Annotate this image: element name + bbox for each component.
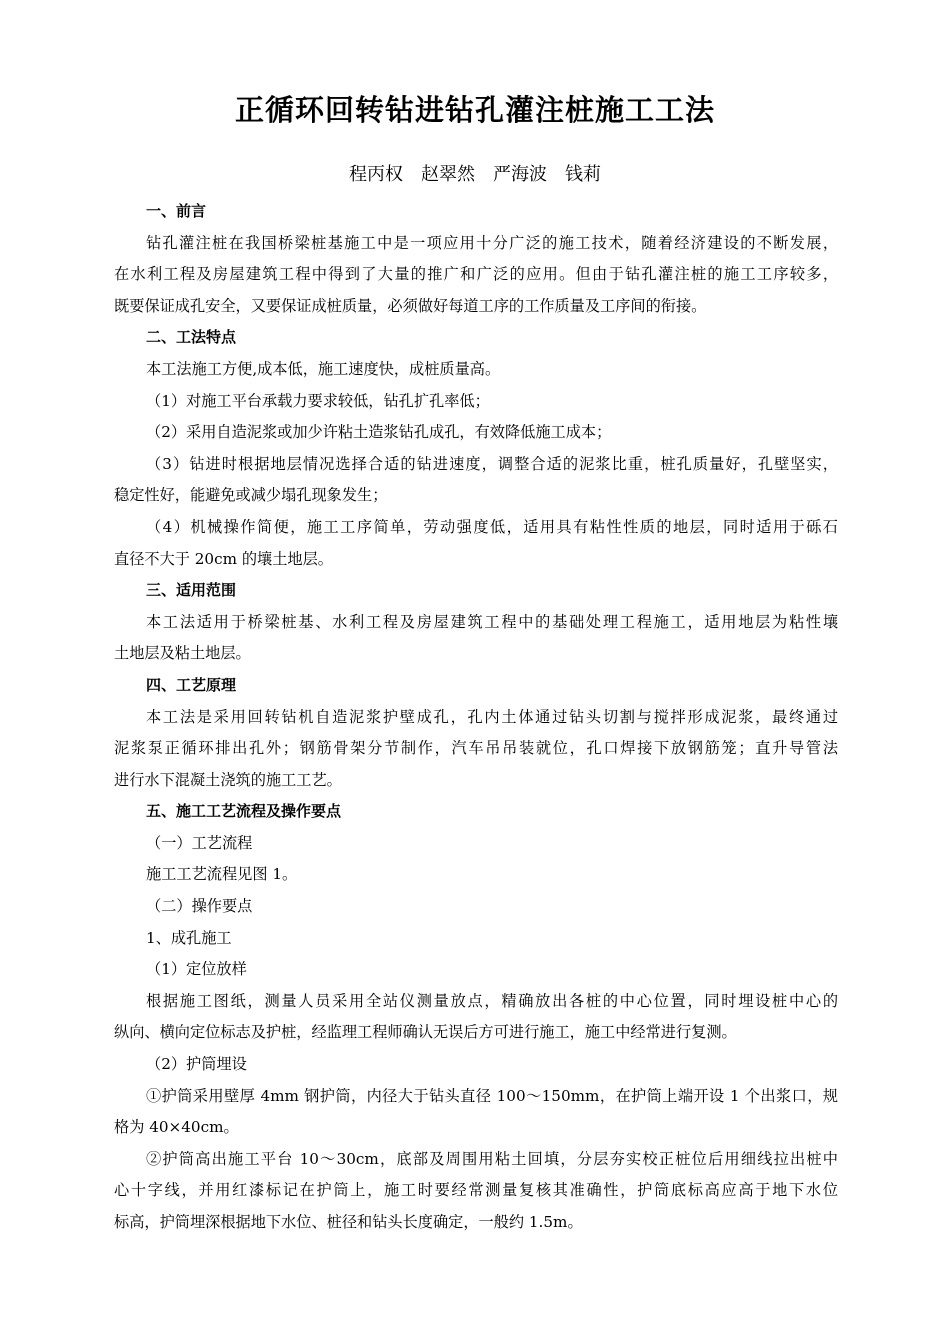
paragraph-line: 标高，护筒埋深根据地下水位、桩径和钻头长度确定，一般约 1.5m。 xyxy=(114,1213,583,1231)
list-item: （4）机械操作简便，施工工序简单，劳动强度低，适用具有粘性性质的地层，同时适用于砾石 xyxy=(146,517,838,536)
list-item-continuation: 直径不大于 20cm 的壤土地层。 xyxy=(114,549,333,568)
paragraph-line: 泥浆泵正循环排出孔外；钢筋骨架分节制作，汽车吊吊装就位，孔口焊接下放钢筋笼；直升导管法 xyxy=(114,739,838,758)
subsection-heading: （1）定位放样 xyxy=(146,960,247,979)
list-item: （3）钻进时根据地层情况选择合适的钻进速度，调整合适的泥浆比重，桩孔质量好，孔壁坚实， xyxy=(146,454,838,473)
paragraph-line: 纵向、横向定位标志及护桩，经监理工程师确认无误后方可进行施工，施工中经常进行复测。 xyxy=(114,1023,737,1042)
paragraph-line: 土地层及粘土地层。 xyxy=(114,644,251,663)
paragraph-line: 进行水下混凝土浇筑的施工工艺。 xyxy=(114,770,342,789)
paragraph-line: 格为 40×40cm。 xyxy=(114,1118,239,1137)
section-heading: 五、施工工艺流程及操作要点 xyxy=(146,802,342,821)
subsection-heading: （一）工艺流程 xyxy=(146,833,253,852)
document-title: 正循环回转钻进钻孔灌注桩施工工法 xyxy=(234,93,715,127)
paragraph-line: 心十字线，并用红漆标记在护筒上，施工时要经常测量复核其准确性，护筒底标高应高于地下水位 xyxy=(114,1181,838,1200)
section-heading: 三、适用范围 xyxy=(146,581,237,600)
paragraph-line: ①护筒采用壁厚 4mm 钢护筒，内径大于钻头直径 100～150mm，在护筒上端开设 1 个出浆口，规 xyxy=(146,1086,838,1105)
paragraph-line: 本工法施工方便,成本低，施工速度快，成桩质量高。 xyxy=(146,359,501,378)
paragraph-line: 钻孔灌注桩在我国桥梁桩基施工中是一项应用十分广泛的施工技术，随着经济建设的不断发展， xyxy=(146,233,838,252)
paragraph-line: 在水利工程及房屋建筑工程中得到了大量的推广和广泛的应用。但由于钻孔灌注桩的施工工序较多， xyxy=(114,265,838,284)
list-item-continuation: 稳定性好，能避免或减少塌孔现象发生； xyxy=(114,486,388,505)
paragraph-line: 本工法是采用回转钻机自造泥浆护壁成孔，孔内土体通过钻头切割与搅拌形成泥浆，最终通过 xyxy=(146,707,838,726)
list-item: （1）对施工平台承载力要求较低，钻孔扩孔率低； xyxy=(146,391,490,410)
document-authors: 程丙权 赵翠然 严海波 钱莉 xyxy=(349,164,601,185)
section-heading: 二、工法特点 xyxy=(146,328,237,347)
subsection-heading: （2）护筒埋设 xyxy=(146,1055,247,1074)
subsection-heading: （二）操作要点 xyxy=(146,897,253,916)
document-body xyxy=(114,196,838,1239)
paragraph-line: 本工法适用于桥梁桩基、水利工程及房屋建筑工程中的基础处理工程施工，适用地层为粘性壤 xyxy=(146,612,838,631)
section-heading: 四、工艺原理 xyxy=(146,675,237,694)
section-heading: 一、前言 xyxy=(146,202,207,220)
paragraph-line: 既要保证成孔安全，又要保证成桩质量，必须做好每道工序的工作质量及工序间的衔接。 xyxy=(114,296,707,315)
subsection-heading: 1、成孔施工 xyxy=(146,928,232,947)
paragraph-line: 施工工艺流程见图 1。 xyxy=(146,865,298,884)
paragraph-line: ②护筒高出施工平台 10～30cm，底部及周围用粘土回填，分层夯实校正桩位后用细线拉出桩中 xyxy=(146,1149,838,1168)
paragraph-line: 根据施工图纸，测量人员采用全站仪测量放点，精确放出各桩的中心位置，同时埋设桩中心的 xyxy=(146,991,838,1010)
list-item: （2）采用自造泥浆或加少许粘土造浆钻孔成孔，有效降低施工成本； xyxy=(146,423,612,442)
